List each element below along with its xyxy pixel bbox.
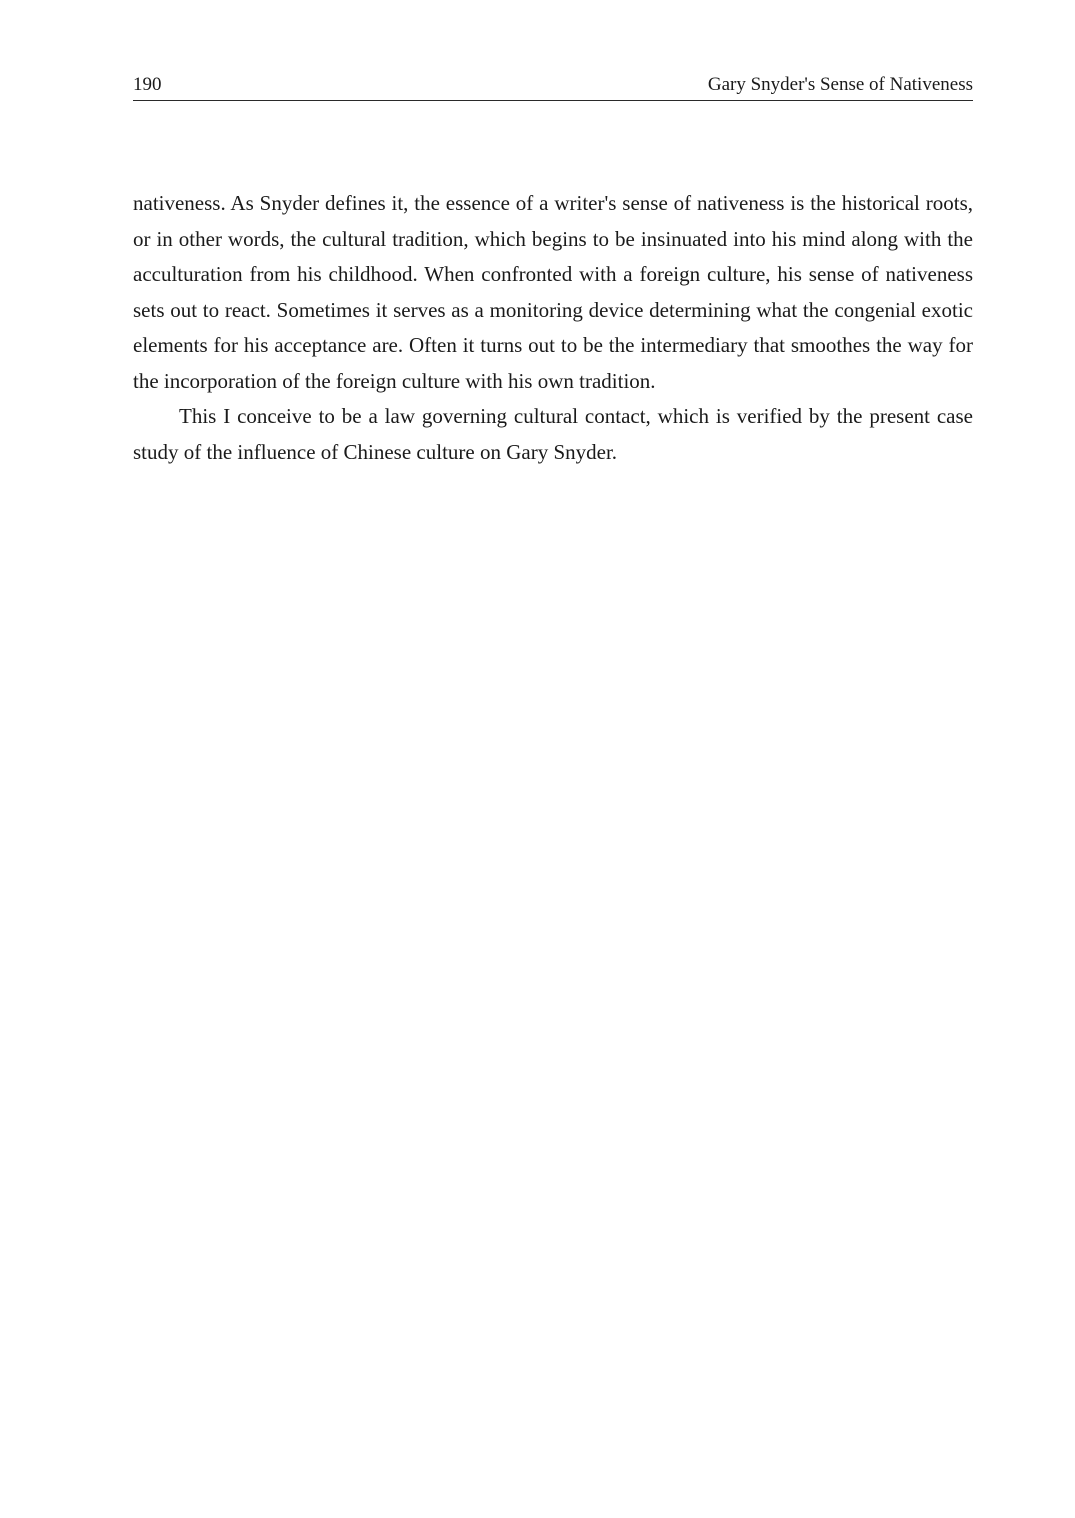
- paragraph-continuation: nativeness. As Snyder defines it, the essence of a writer's sense of nativeness is the historical roots, or in other words, the cultural tradition, which begins to be insinuated into his mind along with the acculturation from his childhood. When confronted with a foreign culture, his sense of nativeness sets out to react. Sometimes it serves as a monitoring device determining what the congenial exotic elements for his acceptance are. Often it turns out to be the intermediary that smoothes the way for the incorporation of the foreign culture with his own tradition.: [133, 191, 973, 393]
- running-header: [133, 70, 973, 101]
- running-title: Gary Snyder's Sense of Nativeness: [707, 74, 973, 95]
- body-text: [133, 186, 973, 470]
- paragraph-conclusion: This I conceive to be a law governing cultural contact, which is verified by the present case study of the influence of Chinese culture on Gary Snyder.: [133, 404, 973, 464]
- page-number: 190: [133, 74, 162, 95]
